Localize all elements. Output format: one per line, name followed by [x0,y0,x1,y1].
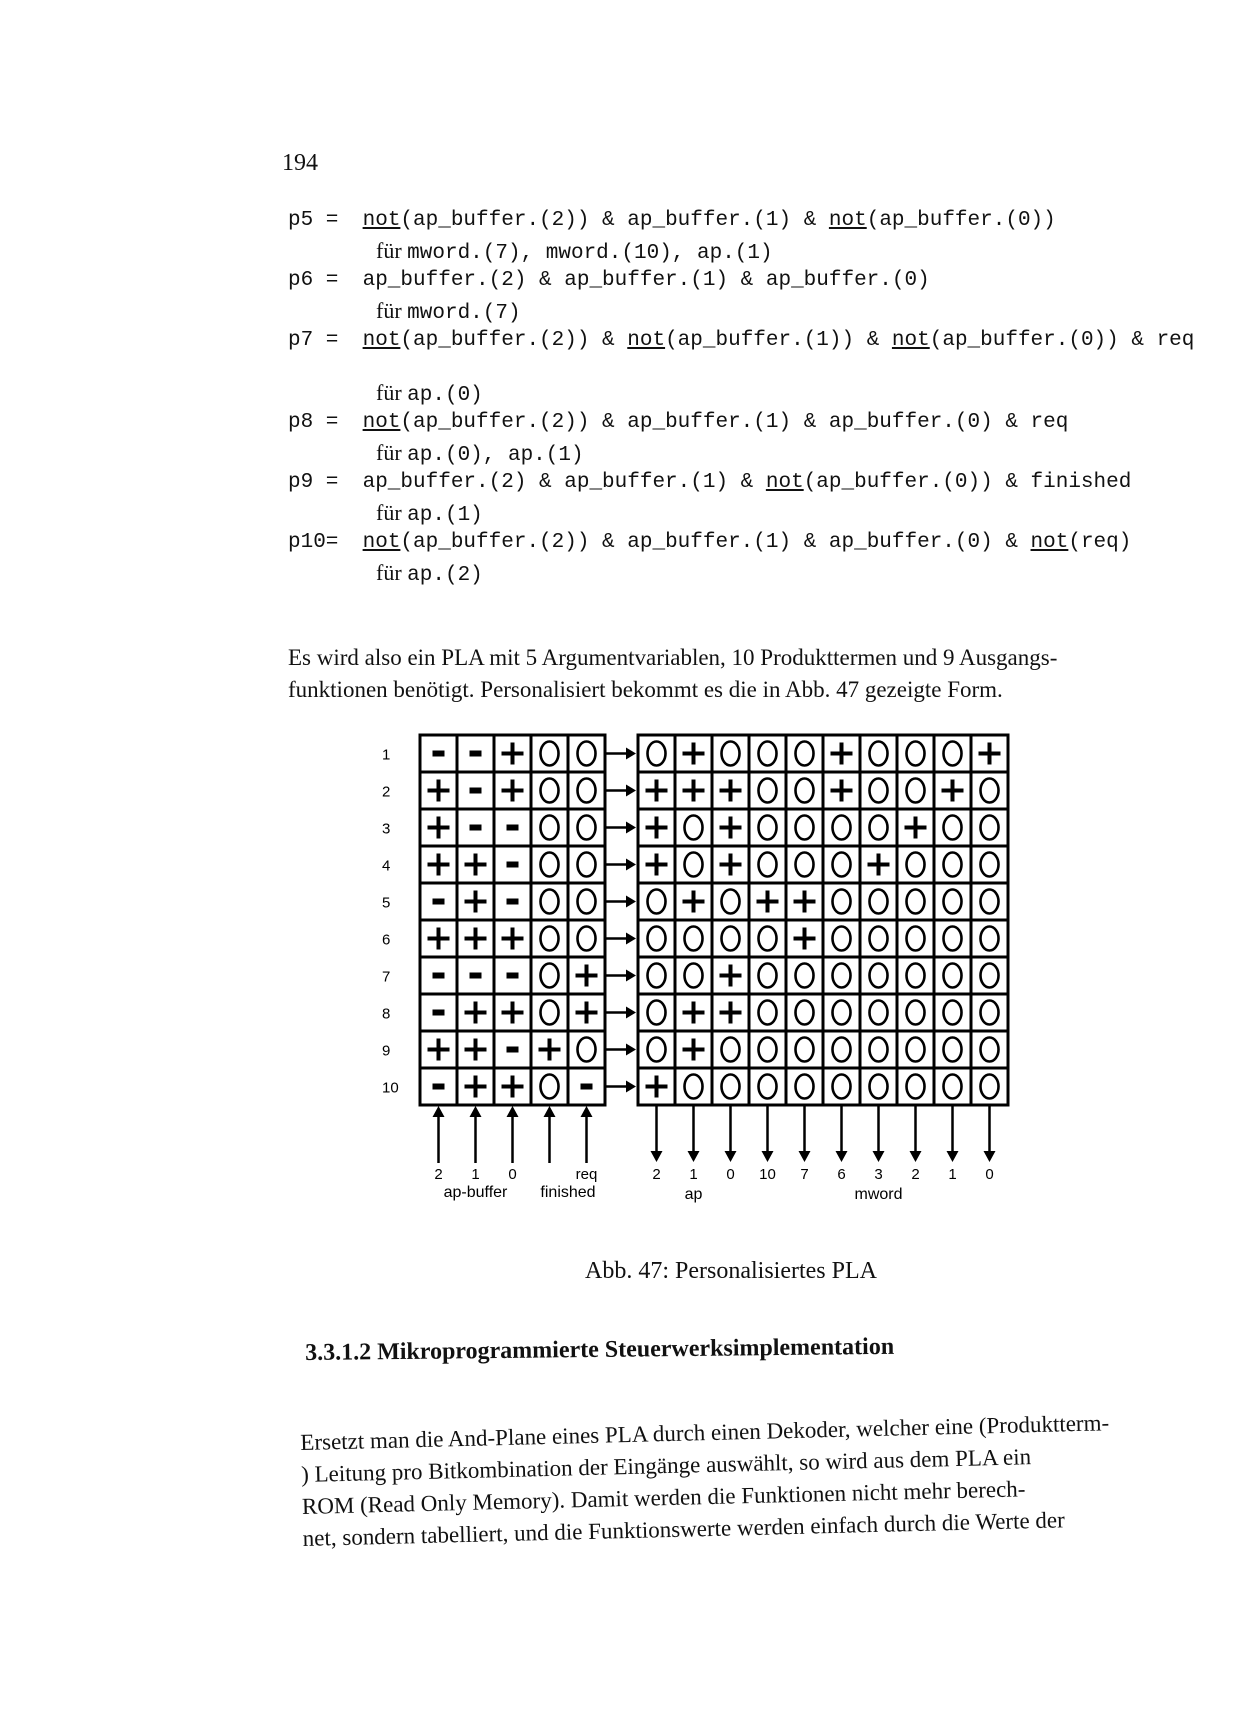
fuer-word: für [376,440,408,465]
output-bit-label: 10 [759,1166,776,1183]
input-bit-label: 2 [434,1166,443,1183]
equation-term [350,209,363,232]
equation-term: (ap_buffer.(0)) [866,209,1056,232]
output-bit-label: 7 [800,1166,809,1183]
equation-label: p8 = [288,411,339,434]
text-line: Ersetzt man die And-Plane eines PLA durch einen Dekoder, welcher eine (Produktterm- [300,1410,1110,1455]
negation-term: not [891,329,930,352]
input-bit-label: 0 [508,1166,517,1183]
output-bit-label: 1 [689,1166,698,1183]
minus-symbol [470,751,482,757]
arrow-head [433,1106,445,1117]
equation-target: mword.(7) [407,302,521,325]
row-label: 6 [382,931,391,949]
minus-symbol [470,973,482,979]
output-bit-label: 2 [652,1166,661,1183]
arrow-head [626,1007,636,1019]
pla-diagram [380,730,1020,1270]
equation-line [288,528,1228,558]
negation-term: not [362,531,401,554]
output-bit-label: 0 [726,1166,735,1183]
paragraph-rom-description [300,1405,1193,1555]
negation-term: not [1030,531,1069,554]
output-bit-label: 3 [874,1166,883,1183]
minus-symbol [470,788,482,794]
text-line: funktionen benötigt. Personalisiert bekommt es die in Abb. 47 gezeigte Form. [288,677,1003,702]
equation-line [288,408,1228,438]
arrow-head [626,896,636,908]
arrow-head [626,933,636,945]
arrow-head [626,822,636,834]
equation-term [350,531,363,554]
output-bit-label: 6 [837,1166,846,1183]
fuer-word: für [376,500,408,525]
equation-term: ap_buffer.(2) & ap_buffer.(1) & [350,471,766,494]
arrow-head [626,970,636,982]
fuer-word: für [376,298,408,323]
equation-term: ap_buffer.(2) & ap_buffer.(1) & ap_buffer.(0) [350,269,930,292]
equation-line [288,326,1228,356]
minus-symbol [507,825,519,831]
row-label: 7 [382,968,391,986]
arrow-head [626,785,636,797]
paragraph-pla-description [288,642,1188,706]
equation-label: p7 = [288,329,339,352]
equation-term: (req) [1068,531,1132,554]
equation-block [288,206,1228,588]
arrow-head [873,1151,885,1162]
input-group-label: finished [540,1184,596,1201]
output-group-label: ap [684,1186,703,1203]
arrow-head [725,1151,737,1162]
equation-term: (ap_buffer.(2)) & [400,329,628,352]
equation-target: mword.(7), mword.(10), ap.(1) [407,242,773,265]
equation-target: ap.(0) [407,384,483,407]
page-number: 194 [282,150,318,176]
equation-target: ap.(0), ap.(1) [407,444,584,467]
equation-label: p9 = [288,471,339,494]
text-line: Es wird also ein PLA mit 5 Argumentvariablen, 10 Produkttermen und 9 Ausgangs- [288,645,1058,670]
text-line: ROM (Read Only Memory). Damit werden die Funktionen nicht mehr berech- [301,1476,1026,1519]
row-label: 1 [382,746,391,764]
equation-target-line [288,498,1228,528]
row-label: 9 [382,1042,391,1060]
equation-term: (ap_buffer.(2)) & ap_buffer.(1) & ap_buffer.(0) & req [400,411,1069,434]
arrow-head [626,859,636,871]
minus-symbol [507,862,519,868]
minus-symbol [433,1010,445,1016]
section-heading: 3.3.1.2 Mikroprogrammierte Steuerwerksimplementation [305,1333,895,1366]
minus-symbol [470,825,482,831]
fuer-word: für [376,238,408,263]
equation-term [350,329,363,352]
input-bit-label: 1 [471,1166,480,1183]
arrow-head [581,1106,593,1117]
arrow-head [799,1151,811,1162]
fuer-word: für [376,380,408,405]
negation-term: not [627,329,666,352]
equation-term: (ap_buffer.(0)) & finished [803,471,1132,494]
negation-term: not [362,329,401,352]
equation-target-line [288,236,1228,266]
arrow-head [984,1151,996,1162]
row-label: 2 [382,783,391,801]
arrow-head [507,1106,519,1117]
row-label: 4 [382,857,391,875]
equation-term: (ap_buffer.(2)) & ap_buffer.(1) & [400,209,829,232]
row-label: 8 [382,1005,391,1023]
equation-target-line [288,378,1228,408]
equation-line [288,266,1228,296]
equation-target-line [288,558,1228,588]
arrow-head [947,1151,959,1162]
minus-symbol [507,899,519,905]
arrow-head [651,1151,663,1162]
text-line: net, sondern tabelliert, und die Funktionswerte werden einfach durch die Werte der [302,1507,1066,1551]
minus-symbol [433,1084,445,1090]
equation-term: (ap_buffer.(2)) & ap_buffer.(1) & ap_buffer.(0) & [400,531,1031,554]
equation-target: ap.(1) [407,504,483,527]
arrow-head [626,1081,636,1093]
equation-term: (ap_buffer.(0)) & req [929,329,1195,352]
negation-term: not [765,471,804,494]
output-group-label: mword [854,1186,903,1203]
arrow-head [910,1151,922,1162]
negation-term: not [362,209,401,232]
equation-target: ap.(2) [407,564,483,587]
arrow-head [470,1106,482,1117]
equation-term: (ap_buffer.(1)) & [665,329,892,352]
equation-target-line [288,438,1228,468]
equation-label: p5 = [288,209,339,232]
negation-term: not [362,411,401,434]
arrow-head [762,1151,774,1162]
input-group-label: ap-buffer [443,1184,508,1201]
figure-caption: Abb. 47: Personalisiertes PLA [585,1258,877,1284]
minus-symbol [433,751,445,757]
negation-term: not [828,209,867,232]
input-bit-label: req [575,1166,598,1183]
equation-term [350,411,363,434]
equation-label: p6 = [288,269,339,292]
row-label: 3 [382,820,391,838]
arrow-head [626,748,636,760]
arrow-head [626,1044,636,1056]
equation-line [288,468,1228,498]
row-label: 5 [382,894,391,912]
arrow-head [836,1151,848,1162]
equation-label: p10= [288,531,339,554]
fuer-word: für [376,560,408,585]
arrow-head [688,1151,700,1162]
equation-target-line [288,296,1228,326]
minus-symbol [433,973,445,979]
minus-symbol [507,1047,519,1053]
row-label: 10 [382,1079,399,1097]
output-bit-label: 0 [985,1166,994,1183]
text-line: ) Leitung pro Bitkombination der Eingänge auswählt, so wird aus dem PLA ein [300,1444,1032,1487]
arrow-head [544,1106,556,1117]
output-bit-label: 2 [911,1166,920,1183]
minus-symbol [433,899,445,905]
output-bit-label: 1 [948,1166,957,1183]
equation-line [288,206,1228,236]
minus-symbol [507,973,519,979]
minus-symbol [581,1084,593,1090]
